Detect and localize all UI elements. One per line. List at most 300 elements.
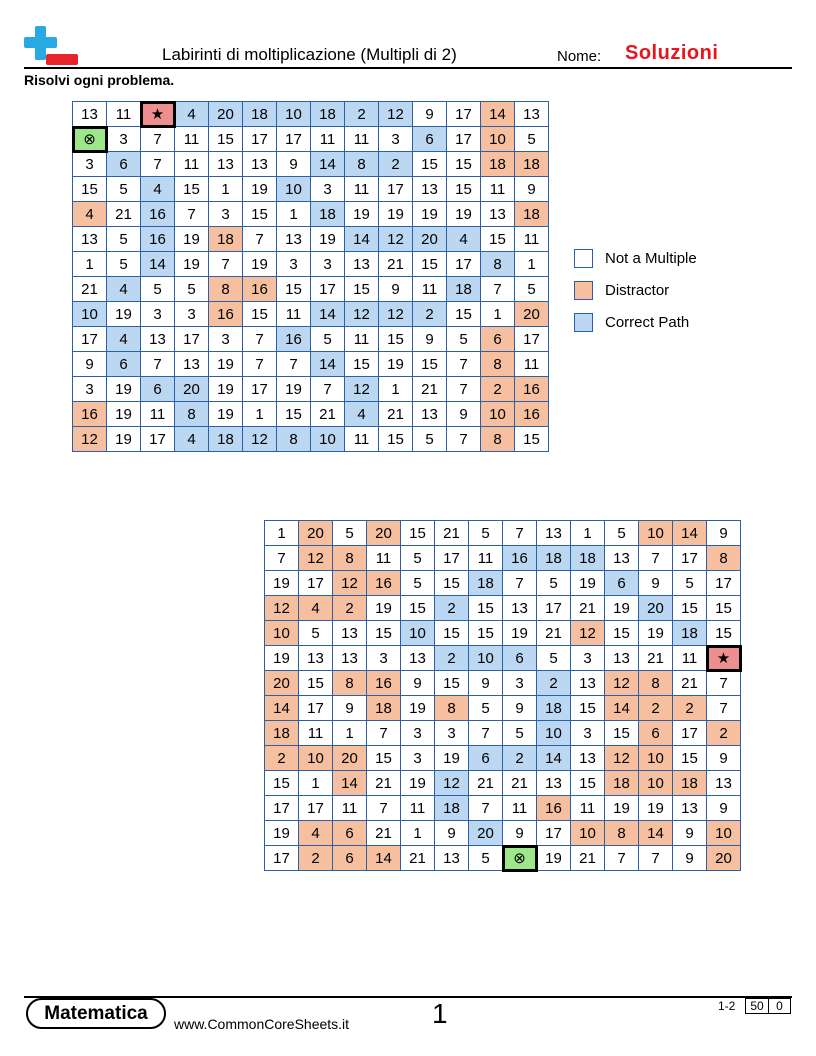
maze-cell: 15 [673, 596, 707, 621]
maze-cell: 3 [141, 302, 175, 327]
finish-target-icon: ⊗ [73, 127, 107, 152]
maze-cell-path: 14 [311, 352, 345, 377]
maze-cell: 3 [503, 671, 537, 696]
maze-cell: 3 [107, 127, 141, 152]
maze-row [73, 177, 549, 202]
maze-cell: 17 [265, 846, 299, 871]
maze-cell-path: 2 [413, 302, 447, 327]
maze-cell: 11 [413, 277, 447, 302]
worksheet-title: Labirinti di moltiplicazione (Multipli di 2) [162, 45, 457, 64]
maze-cell: 3 [277, 252, 311, 277]
maze-row [265, 646, 741, 671]
maze-cell: 19 [379, 202, 413, 227]
maze-cell: 21 [379, 252, 413, 277]
maze-cell-distractor: 14 [265, 696, 299, 721]
score-total-box: 50 [745, 998, 769, 1014]
maze-cell: 15 [481, 227, 515, 252]
maze-cell-path: 4 [447, 227, 481, 252]
maze-row [73, 252, 549, 277]
maze-cell: 17 [673, 721, 707, 746]
maze-cell: 19 [367, 596, 401, 621]
maze-cell: 19 [639, 796, 673, 821]
maze-cell-distractor: 8 [333, 671, 367, 696]
maze-cell: 9 [469, 671, 503, 696]
maze-cell: 5 [605, 521, 639, 546]
problem-range: 1-2 [718, 999, 736, 1013]
maze-cell-path: 18 [311, 202, 345, 227]
maze-cell-path: 12 [435, 771, 469, 796]
maze-cell: 21 [571, 846, 605, 871]
maze-cell: 15 [435, 621, 469, 646]
maze-cell: 13 [571, 671, 605, 696]
maze-cell: 17 [299, 696, 333, 721]
maze-cell: 21 [639, 646, 673, 671]
maze-cell-distractor: 18 [367, 696, 401, 721]
maze-cell: 19 [605, 596, 639, 621]
maze-cell-path: 6 [107, 352, 141, 377]
maze-cell-distractor: 10 [707, 821, 741, 846]
maze-row [73, 127, 549, 152]
maze-cell: 9 [503, 821, 537, 846]
maze-cell-distractor: 8 [209, 277, 243, 302]
maze-cell: 19 [401, 771, 435, 796]
maze-cell-distractor: 20 [333, 746, 367, 771]
maze-cell-path: 20 [175, 377, 209, 402]
maze-cell-distractor: 10 [481, 127, 515, 152]
maze-cell: 11 [345, 177, 379, 202]
maze-cell: 5 [299, 621, 333, 646]
legend-label: Correct Path [605, 313, 690, 331]
maze-cell: 7 [503, 521, 537, 546]
maze-cell: 1 [299, 771, 333, 796]
maze-cell-distractor: 18 [515, 152, 549, 177]
maze-cell: 5 [469, 846, 503, 871]
maze-cell-distractor: 20 [367, 521, 401, 546]
maze-cell: 11 [299, 721, 333, 746]
maze-cell-path: 16 [277, 327, 311, 352]
maze-cell: 19 [243, 252, 277, 277]
maze-cell: 7 [367, 796, 401, 821]
maze-cell: 9 [447, 402, 481, 427]
maze-cell-distractor: 20 [707, 846, 741, 871]
maze-cell: 13 [209, 152, 243, 177]
maze-cell: 13 [299, 646, 333, 671]
maze-cell-path: 18 [537, 546, 571, 571]
maze-cell: 13 [537, 521, 571, 546]
maze-cell-distractor: 14 [481, 102, 515, 127]
maze-cell-path: 20 [639, 596, 673, 621]
maze-row [265, 571, 741, 596]
maze-cell: 7 [447, 377, 481, 402]
maze-cell: 15 [367, 621, 401, 646]
maze-cell: 21 [413, 377, 447, 402]
maze-cell-path: 2 [537, 671, 571, 696]
maze-cell-path: 16 [141, 202, 175, 227]
maze-row [265, 521, 741, 546]
maze-cell-path: 2 [435, 596, 469, 621]
maze-cell: 9 [277, 152, 311, 177]
maze-cell-distractor: 10 [639, 521, 673, 546]
maze-cell: 15 [469, 596, 503, 621]
maze-row [265, 621, 741, 646]
maze-cell: 17 [299, 796, 333, 821]
maze-cell: 19 [447, 202, 481, 227]
maze-cell: 21 [367, 771, 401, 796]
maze-cell-distractor: 16 [209, 302, 243, 327]
maze-cell: 1 [515, 252, 549, 277]
maze-row [265, 796, 741, 821]
maze-cell-path: 8 [481, 252, 515, 277]
maze-cell: 19 [571, 571, 605, 596]
maze-cell: 7 [209, 252, 243, 277]
maze-cell: 19 [209, 352, 243, 377]
maze-cell: 11 [175, 127, 209, 152]
maze-cell-distractor: 2 [673, 696, 707, 721]
start-star-icon: ★ [141, 102, 175, 127]
maze-cell: 1 [277, 202, 311, 227]
legend-label: Distractor [605, 281, 670, 299]
maze-cell: 7 [639, 546, 673, 571]
maze-cell-distractor: 16 [515, 377, 549, 402]
maze-cell: 7 [503, 571, 537, 596]
maze-cell: 7 [243, 352, 277, 377]
maze-cell: 15 [605, 721, 639, 746]
maze-cell-path: 10 [73, 302, 107, 327]
maze-cell: 13 [481, 202, 515, 227]
maze-cell: 19 [345, 202, 379, 227]
maze-cell: 1 [481, 302, 515, 327]
maze-cell-distractor: 6 [333, 846, 367, 871]
maze-cell: 9 [435, 821, 469, 846]
maze-cell: 17 [141, 427, 175, 452]
maze-cell: 15 [571, 771, 605, 796]
maze-cell: 1 [571, 521, 605, 546]
maze-cell-path: 12 [345, 302, 379, 327]
maze-cell: 15 [345, 352, 379, 377]
maze-cell-distractor: 14 [639, 821, 673, 846]
maze-cell: 7 [707, 671, 741, 696]
maze-cell: 15 [469, 621, 503, 646]
maze-cell-path: 12 [379, 227, 413, 252]
maze-cell-path: 16 [141, 227, 175, 252]
maze-cell-path: 18 [447, 277, 481, 302]
maze-cell: 5 [311, 327, 345, 352]
maze-cell: 21 [107, 202, 141, 227]
maze-cell: 13 [673, 796, 707, 821]
start-star-icon: ★ [707, 646, 741, 671]
maze-cell: 11 [141, 402, 175, 427]
maze-cell: 21 [379, 402, 413, 427]
maze-cell-path: 6 [413, 127, 447, 152]
maze-cell: 17 [435, 546, 469, 571]
maze-cell: 9 [413, 102, 447, 127]
maze-cell: 19 [413, 202, 447, 227]
maze-cell-path: 2 [503, 746, 537, 771]
maze-cell: 13 [73, 102, 107, 127]
maze-row [73, 377, 549, 402]
maze-cell: 17 [537, 596, 571, 621]
maze-cell: 15 [447, 302, 481, 327]
maze-cell-distractor: 14 [333, 771, 367, 796]
maze-cell-path: 2 [379, 152, 413, 177]
maze-cell: 5 [401, 571, 435, 596]
name-label: Nome: [557, 48, 602, 65]
maze-cell: 3 [571, 646, 605, 671]
maze-cell: 15 [571, 696, 605, 721]
maze-row [73, 227, 549, 252]
maze-cell: 3 [401, 746, 435, 771]
maze-cell: 11 [175, 152, 209, 177]
maze-cell: 13 [503, 596, 537, 621]
site-url: www.CommonCoreSheets.it [174, 1016, 350, 1032]
maze-cell: 5 [141, 277, 175, 302]
maze-cell: 7 [141, 127, 175, 152]
maze-cell: 11 [277, 302, 311, 327]
maze-cell: 13 [175, 352, 209, 377]
maze-cell-path: 20 [413, 227, 447, 252]
maze-cell: 13 [277, 227, 311, 252]
maze-cell: 15 [379, 327, 413, 352]
maze-cell-path: 10 [277, 177, 311, 202]
maze-cell-distractor: 12 [265, 596, 299, 621]
maze-cell: 7 [605, 846, 639, 871]
maze-cell: 13 [333, 646, 367, 671]
maze-cell-distractor: 10 [265, 621, 299, 646]
maze-cell-distractor: 18 [673, 771, 707, 796]
maze-cell: 17 [673, 546, 707, 571]
legend-item-distractor [574, 279, 697, 301]
maze-cell: 1 [265, 521, 299, 546]
maze-cell: 11 [345, 127, 379, 152]
maze-cell: 9 [73, 352, 107, 377]
maze-cell-distractor: 4 [299, 596, 333, 621]
maze-cell: 13 [413, 402, 447, 427]
maze-cell-distractor: 12 [605, 671, 639, 696]
maze-cell: 19 [379, 352, 413, 377]
maze-cell-distractor: 12 [571, 621, 605, 646]
maze-cell: 15 [401, 521, 435, 546]
maze-cell: 3 [401, 721, 435, 746]
maze-cell: 5 [333, 521, 367, 546]
maze-cell-path: 18 [673, 621, 707, 646]
maze-cell-distractor: 6 [481, 327, 515, 352]
maze-cell: 15 [345, 277, 379, 302]
maze-cell: 15 [379, 427, 413, 452]
maze-cell: 7 [481, 277, 515, 302]
maze-cell: 3 [311, 177, 345, 202]
maze-cell: 19 [401, 696, 435, 721]
maze-cell-distractor: 16 [515, 402, 549, 427]
maze-cell: 15 [707, 596, 741, 621]
maze-cell-path: 14 [537, 746, 571, 771]
maze-cell: 3 [209, 202, 243, 227]
maze-cell: 3 [367, 646, 401, 671]
maze-cell-distractor: 8 [707, 546, 741, 571]
legend-item-not-multiple [574, 247, 697, 269]
maze-cell-distractor: 20 [515, 302, 549, 327]
maze-cell: 7 [469, 796, 503, 821]
maze-cell: 13 [707, 771, 741, 796]
maze-cell-path: 10 [401, 621, 435, 646]
maze-cell: 19 [107, 302, 141, 327]
maze-cell-path: 18 [469, 571, 503, 596]
maze-cell-path: 18 [209, 427, 243, 452]
maze-cell: 17 [707, 571, 741, 596]
maze-cell-path: 4 [107, 327, 141, 352]
maze-cell: 11 [107, 102, 141, 127]
maze-cell: 13 [345, 252, 379, 277]
maze-cell: 3 [379, 127, 413, 152]
maze-row [73, 427, 549, 452]
maze-cell: 5 [107, 227, 141, 252]
maze-cell: 7 [447, 427, 481, 452]
maze-cell: 13 [605, 646, 639, 671]
maze-cell-path: 12 [379, 302, 413, 327]
maze-cell: 19 [435, 746, 469, 771]
maze-cell-distractor: 16 [73, 402, 107, 427]
maze-cell-path: 14 [311, 302, 345, 327]
maze-cell: 3 [571, 721, 605, 746]
finish-target-icon: ⊗ [503, 846, 537, 871]
maze-cell-distractor: 10 [299, 746, 333, 771]
header-divider [24, 67, 792, 69]
maze-row [265, 546, 741, 571]
maze-cell: 13 [515, 102, 549, 127]
maze-cell-distractor: 14 [367, 846, 401, 871]
maze-cell: 15 [243, 202, 277, 227]
maze-cell-path: 10 [311, 427, 345, 452]
maze-cell: 17 [447, 102, 481, 127]
maze-cell: 15 [299, 671, 333, 696]
maze-cell: 21 [673, 671, 707, 696]
maze-cell-path: 14 [311, 152, 345, 177]
maze-cell: 13 [537, 771, 571, 796]
maze-cell: 9 [707, 746, 741, 771]
maze-cell-distractor: 20 [299, 521, 333, 546]
maze-cell-path: 6 [605, 571, 639, 596]
maze-cell-path: 4 [175, 102, 209, 127]
maze-cell: 13 [73, 227, 107, 252]
maze-cell: 9 [333, 696, 367, 721]
maze-cell: 13 [333, 621, 367, 646]
maze-row [265, 771, 741, 796]
maze-cell: 19 [277, 377, 311, 402]
maze-cell-path: 8 [175, 402, 209, 427]
maze-cell-distractor: 2 [299, 846, 333, 871]
maze-cell: 5 [413, 427, 447, 452]
maze-cell: 15 [447, 152, 481, 177]
maze-cell: 17 [243, 127, 277, 152]
maze-cell-path: 14 [345, 227, 379, 252]
maze-cell: 21 [537, 621, 571, 646]
maze-cell: 17 [515, 327, 549, 352]
maze-cell: 5 [469, 696, 503, 721]
maze-cell: 19 [107, 402, 141, 427]
maze-cell-path: 20 [469, 821, 503, 846]
legend-swatch-not-multiple [574, 249, 593, 268]
maze-cell-distractor: 8 [605, 821, 639, 846]
maze-cell: 17 [243, 377, 277, 402]
maze-cell: 11 [333, 796, 367, 821]
maze-cell: 19 [209, 377, 243, 402]
maze-cell-distractor: 12 [605, 746, 639, 771]
maze-cell-path: 6 [107, 152, 141, 177]
maze-cell: 17 [537, 821, 571, 846]
maze-cell: 7 [367, 721, 401, 746]
maze-cell: 7 [141, 352, 175, 377]
maze-cell: 5 [515, 277, 549, 302]
maze-cell: 19 [107, 377, 141, 402]
maze-cell-path: 10 [469, 646, 503, 671]
maze-cell: 7 [277, 352, 311, 377]
maze-cell: 11 [503, 796, 537, 821]
maze-cell-distractor: 14 [673, 521, 707, 546]
maze-cell: 15 [243, 302, 277, 327]
maze-cell: 11 [345, 427, 379, 452]
maze-cell: 13 [605, 546, 639, 571]
maze-cell: 3 [73, 377, 107, 402]
maze-row [73, 202, 549, 227]
legend [574, 247, 697, 343]
maze-cell: 5 [503, 721, 537, 746]
maze-cell: 11 [571, 796, 605, 821]
maze-cell-distractor: 16 [367, 671, 401, 696]
maze-cell: 9 [639, 571, 673, 596]
maze-row [73, 352, 549, 377]
maze-cell-distractor: 16 [367, 571, 401, 596]
maze-cell: 9 [379, 277, 413, 302]
maze-cell-distractor: 18 [515, 202, 549, 227]
maze-cell: 9 [707, 521, 741, 546]
maze-cell: 1 [73, 252, 107, 277]
maze-cell-path: 18 [311, 102, 345, 127]
maze-row [265, 596, 741, 621]
maze-cell-distractor: 4 [73, 202, 107, 227]
maze-cell-distractor: 18 [209, 227, 243, 252]
maze-cell-path: 18 [435, 796, 469, 821]
maze-row [265, 846, 741, 871]
maze-cell: 19 [311, 227, 345, 252]
maze-cell-distractor: 10 [639, 746, 673, 771]
maze-cell: 3 [435, 721, 469, 746]
maze-cell: 5 [537, 646, 571, 671]
maze-cell-path: 6 [503, 646, 537, 671]
maze-cell: 5 [673, 571, 707, 596]
maze-cell: 13 [141, 327, 175, 352]
maze-cell-distractor: 8 [481, 352, 515, 377]
maze-1 [72, 101, 549, 452]
legend-swatch-correct-path [574, 313, 593, 332]
maze-cell-distractor: 10 [481, 402, 515, 427]
maze-cell: 17 [447, 252, 481, 277]
maze-cell: 7 [243, 327, 277, 352]
maze-cell: 19 [503, 621, 537, 646]
maze-cell: 19 [265, 571, 299, 596]
maze-cell: 7 [311, 377, 345, 402]
maze-cell: 17 [73, 327, 107, 352]
maze-cell-distractor: 2 [639, 696, 673, 721]
maze-cell-path: 18 [243, 102, 277, 127]
maze-cell: 5 [107, 252, 141, 277]
maze-cell: 15 [277, 402, 311, 427]
maze-row [73, 327, 549, 352]
maze-row [265, 696, 741, 721]
maze-cell-distractor: 12 [333, 571, 367, 596]
maze-cell: 1 [243, 402, 277, 427]
maze-cell: 11 [311, 127, 345, 152]
maze-cell: 15 [707, 621, 741, 646]
maze-cell-path: 4 [175, 427, 209, 452]
